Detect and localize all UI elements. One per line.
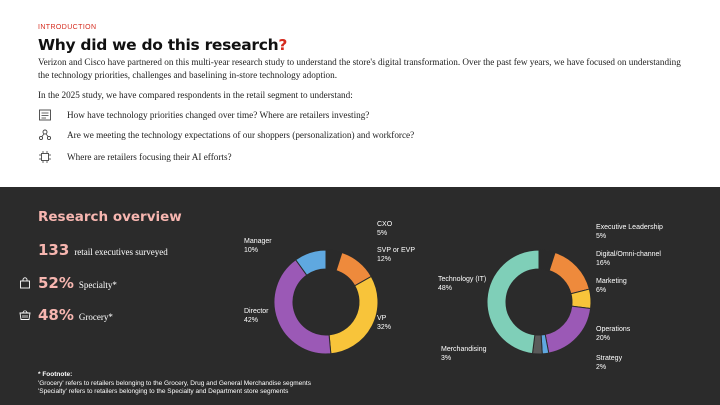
priorities-icon [38,108,52,122]
research-overview-section [0,187,720,405]
label-vp [377,314,391,332]
category-name: Manager [244,238,272,245]
category-name: Strategy [596,355,623,362]
slice-digital-omni-channel [549,253,589,294]
category-percent: 5% [596,233,607,240]
section-kicker: INTRODUCTION [38,24,97,31]
category-name: Executive Leadership [596,224,663,231]
ai-chip-icon [38,150,52,164]
category-percent: 3% [441,355,452,362]
category-name: Marketing [596,278,627,285]
category-name: CXO [377,221,393,228]
executives-count: 133 [38,241,70,259]
label-manager [244,237,272,255]
label-cxo [377,220,392,238]
slice-technology-it [487,250,539,354]
category-percent: 6% [596,287,607,294]
question-item-expectations [38,128,414,142]
category-name: VP [377,315,387,322]
question-text: Where are retailers focusing their AI efforts? [67,152,232,162]
shopping-bag-icon [19,276,31,288]
category-percent: 20% [596,335,611,342]
category-percent: 5% [377,230,388,237]
label-executive-leadership [596,223,663,241]
label-technology [438,275,486,293]
question-item-ai [38,150,232,164]
category-percent: 48% [438,285,453,292]
footnote-grocery: 'Grocery' refers to retailers belonging to the Grocery, Drug and General Merchandise segments [38,380,311,387]
category-percent: 2% [596,364,607,371]
slice-director [274,260,331,354]
specialty-stat [38,274,117,292]
label-svp [377,246,415,264]
specialty-label: Specialty* [78,280,117,290]
question-text: Are we meeting the technology expectations of our shoppers (personalization) and workforce? [67,130,415,140]
label-marketing [596,277,627,295]
category-percent: 32% [377,324,392,331]
category-name: Technology (IT) [438,276,487,283]
slice-operations [545,306,590,353]
footnote-heading: * Footnote: [38,371,73,378]
intro-paragraph: Verizon and Cisco have partnered on this multi-year research study to understand the store's digital transformation. Over the past few years, we have focused on understanding the technology priorities, challenges and baselining in-store technology adoption. [38,57,681,80]
category-name: Digital/Omni-channel [596,251,661,258]
people-network-icon [38,128,52,142]
category-percent: 10% [244,247,259,254]
label-strategy [596,354,622,372]
introduction-section [0,0,720,187]
executives-stat [38,241,168,259]
label-merchandising [441,345,487,363]
label-digital [596,250,661,268]
overview-title: Research overview [38,209,182,225]
title-text: Why did we do this research [38,36,279,54]
category-name: SVP or EVP [377,247,416,254]
question-text: How have technology priorities changed over time? Where are retailers investing? [67,110,370,120]
grocery-stat [38,306,113,324]
label-operations [596,325,630,343]
grocery-basket-icon [19,308,31,320]
grocery-label: Grocery* [78,312,113,322]
category-percent: 12% [377,256,392,263]
label-director [244,307,269,325]
grocery-percent: 48% [38,306,74,324]
page-title [38,36,287,54]
lead-sentence: In the 2025 study, we have compared respondents in the retail segment to understand: [38,90,353,100]
category-percent: 42% [244,317,259,324]
function-donut-chart [484,247,594,357]
slice-vp [329,276,378,353]
question-item-priorities [38,108,369,122]
title-question-mark: ? [278,36,288,54]
executives-label: retail executives surveyed [74,247,168,257]
category-name: Director [244,308,269,315]
seniority-donut-chart [271,247,381,357]
specialty-percent: 52% [38,274,74,292]
category-name: Merchandising [441,346,487,353]
category-percent: 16% [596,260,611,267]
footnote-specialty: 'Specialty' refers to retailers belonging to the Specialty and Department store segments [38,388,289,395]
category-name: Operations [596,326,631,333]
